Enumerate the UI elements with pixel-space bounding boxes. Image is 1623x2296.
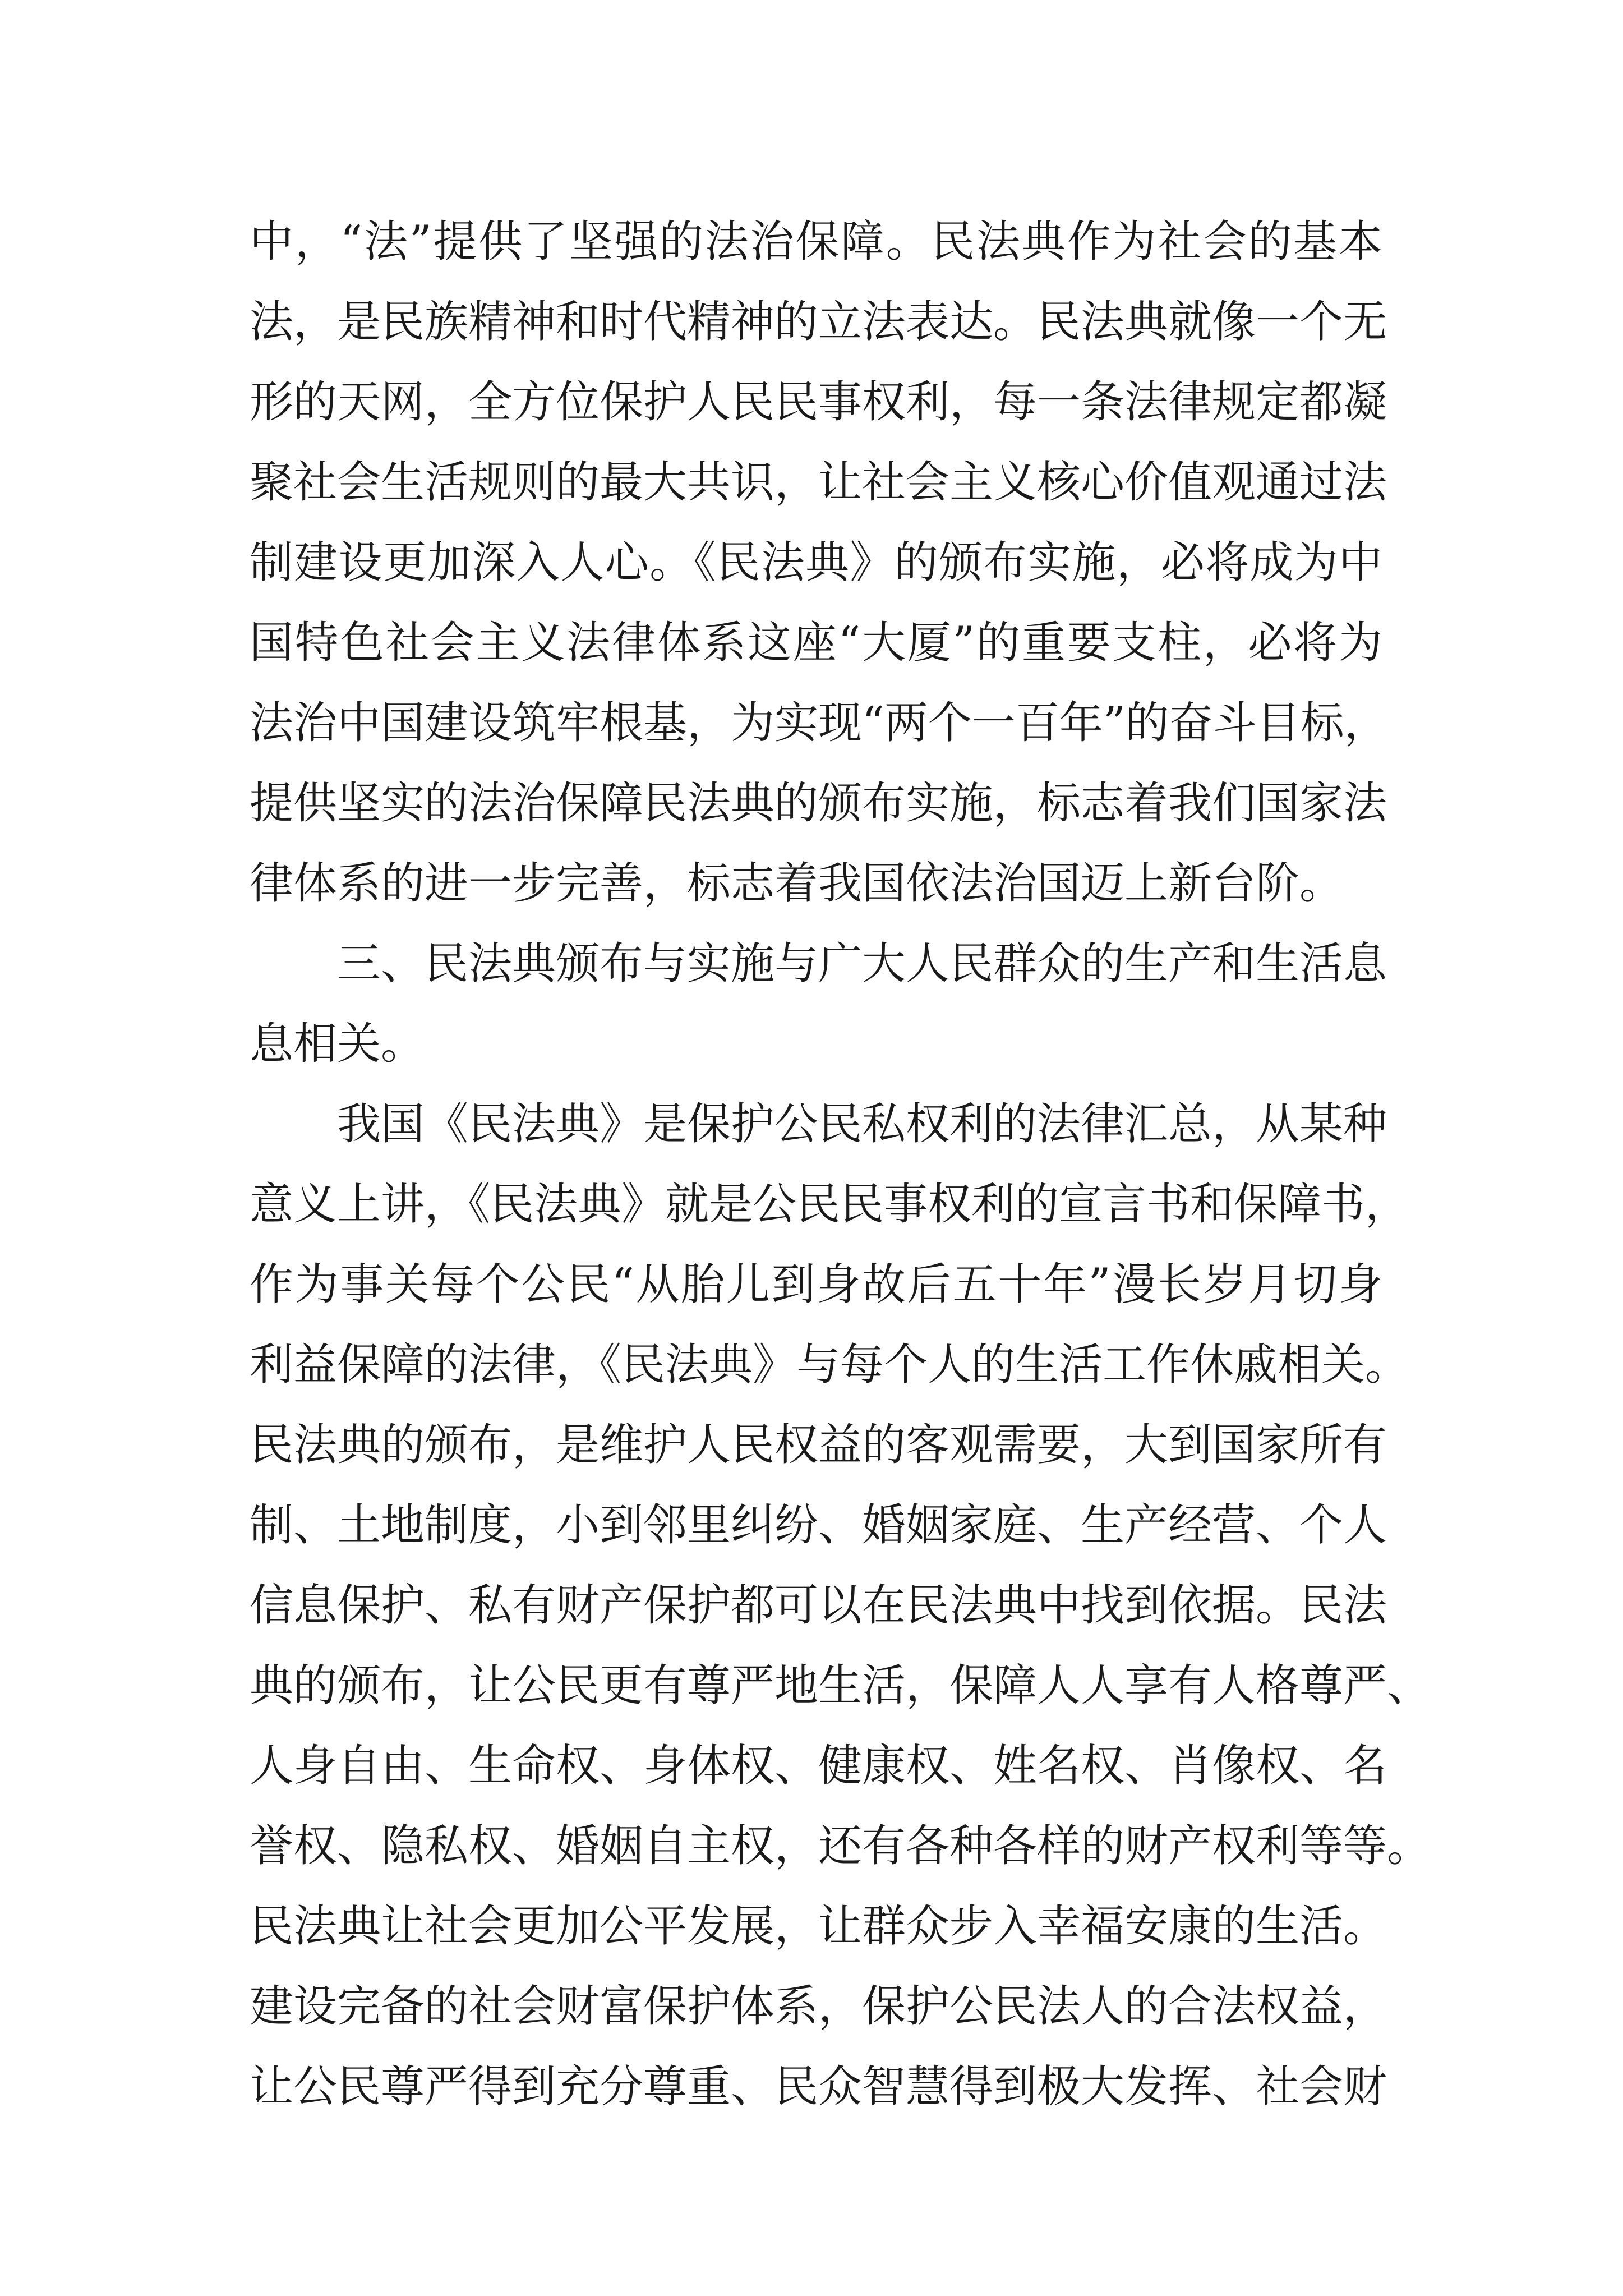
text-line: 典的颁布，让公民更有尊严地生活，保障人人享有人格尊严、	[250, 1660, 1431, 1711]
text-line: 法治中国建设筑牢根基，为实现“两个一百年”的奋斗目标，	[250, 698, 1388, 748]
text-line: 法，是民族精神和时代精神的立法表达。民法典就像一个无	[250, 297, 1387, 347]
text-line: 制建设更加深入人心。《民法典》的颁布实施，必将成为中	[250, 537, 1382, 588]
text-line: 誉权、隐私权、婚姻自主权，还有各种各样的财产权利等等。	[250, 1821, 1431, 1871]
text-line: 建设完备的社会财富保护体系，保护公民法人的合法权益，	[250, 1981, 1387, 2032]
text-line: 中，“法”提供了坚强的法治保障。民法典作为社会的基本	[250, 217, 1382, 267]
text-line: 让公民尊严得到充分尊重、民众智慧得到极大发挥、社会财	[250, 2062, 1387, 2112]
text-line: 利益保障的法律，《民法典》与每个人的生活工作休戚相关。	[250, 1340, 1409, 1390]
text-line: 民法典的颁布，是维护人民权益的客观需要，大到国家所有	[250, 1420, 1387, 1470]
text-line: 律体系的进一步完善，标志着我国依法治国迈上新台阶。	[250, 858, 1344, 909]
text-line: 信息保护、私有财产保护都可以在民法典中找到依据。民法	[250, 1580, 1387, 1631]
text-line: 聚社会生活规则的最大共识，让社会主义核心价值观通过法	[250, 457, 1387, 508]
text-line: 民法典让社会更加公平发展，让群众步入幸福安康的生活。	[250, 1901, 1387, 1952]
text-line: 息相关。	[250, 1019, 425, 1069]
text-line: 国特色社会主义法律体系这座“大厦”的重要支柱，必将为	[250, 618, 1382, 668]
text-line: 三、民法典颁布与实施与广大人民群众的生产和生活息	[337, 938, 1387, 989]
text-line: 提供坚实的法治保障民法典的颁布实施，标志着我们国家法	[250, 778, 1387, 829]
text-line: 形的天网，全方位保护人民民事权利，每一条法律规定都凝	[250, 377, 1387, 427]
text-line: 制、土地制度，小到邻里纠纷、婚姻家庭、生产经营、个人	[250, 1500, 1387, 1550]
body-text	[250, 202, 1431, 2127]
text-line: 我国《民法典》是保护公民私权利的法律汇总，从某种	[337, 1099, 1387, 1149]
text-line: 作为事关每个公民“从胎儿到身故后五十年”漫长岁月切身	[250, 1259, 1382, 1310]
text-line: 意义上讲，《民法典》就是公民民事权利的宣言书和保障书，	[250, 1179, 1409, 1230]
text-line: 人身自由、生命权、身体权、健康权、姓名权、肖像权、名	[250, 1741, 1387, 1791]
